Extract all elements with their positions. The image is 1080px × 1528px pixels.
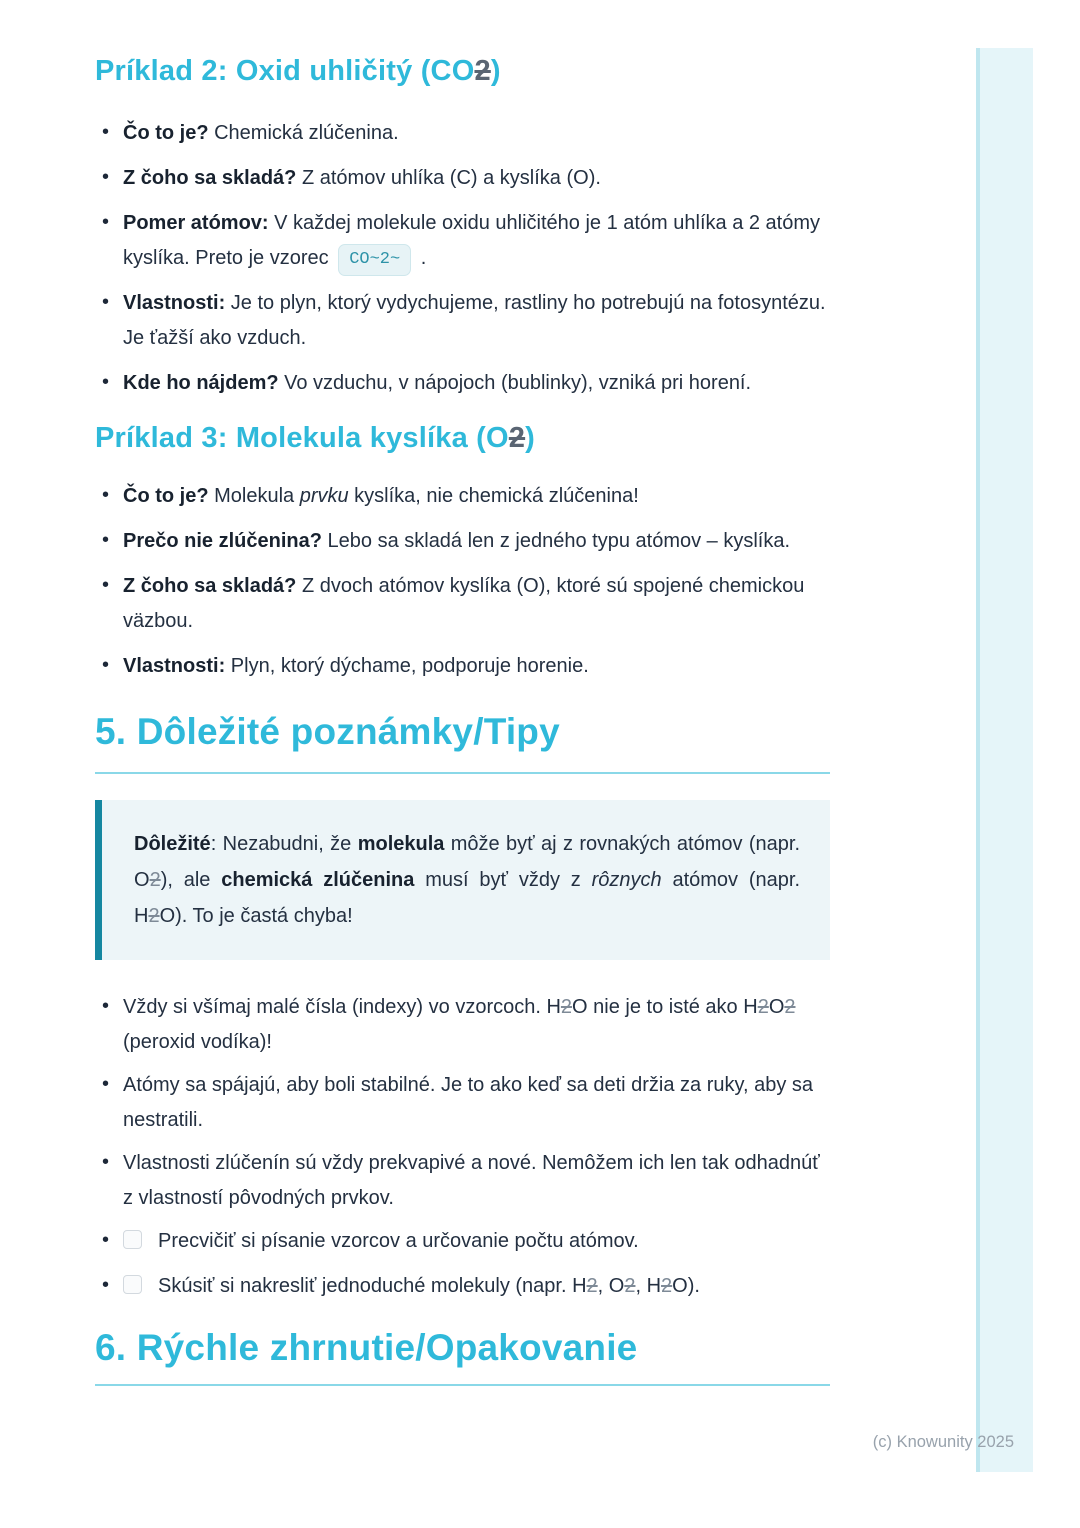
- copyright-watermark: (c) Knowunity 2025: [872, 1433, 1014, 1451]
- list-item: [123, 1068, 830, 1138]
- tips-list: [95, 990, 830, 1216]
- list-item: [123, 649, 830, 684]
- section-title-6: 6. Rýchle zhrnutie/Opakovanie: [95, 1327, 638, 1368]
- important-callout: [95, 800, 830, 960]
- checklist-item: [123, 1224, 830, 1259]
- section-divider: [95, 772, 830, 774]
- list-item-text: Vždy si všímaj malé čísla (indexy) vo vzorcoch. H2O nie je to isté ako H2O2 (peroxid vodíka)!: [123, 996, 796, 1053]
- list-item: [123, 990, 830, 1060]
- list-item-text: Vlastnosti zlúčenín sú vždy prekvapivé a nové. Nemôžem ich len tak odhadnúť z vlastností pôvodných prvkov.: [123, 1152, 820, 1209]
- example2-list: [95, 116, 830, 401]
- section-divider: [95, 1384, 830, 1386]
- checkbox-icon[interactable]: [123, 1275, 142, 1294]
- list-item-text: Pomer atómov: V každej molekule oxidu uhličitého je 1 atóm uhlíka a 2 atómy kyslíka. Preto je vzorec CO~2~ .: [123, 212, 820, 269]
- list-item: [123, 161, 830, 196]
- list-item: [123, 479, 830, 514]
- list-item: [123, 569, 830, 639]
- list-item: [123, 524, 830, 559]
- list-item: [123, 286, 830, 356]
- list-item: [123, 206, 830, 276]
- list-item-text: Vlastnosti: Je to plyn, ktorý vydychujeme, rastliny ho potrebujú na fotosyntézu. Je ťažší ako vzduch.: [123, 292, 826, 349]
- checklist-item-text: Skúsiť si nakresliť jednoduché molekuly (napr. H2, O2, H2O).: [158, 1275, 700, 1297]
- checklist-item-text: Precvičiť si písanie vzorcov a určovanie počtu atómov.: [158, 1230, 639, 1252]
- list-item-text: Z čoho sa skladá? Z atómov uhlíka (C) a kyslíka (O).: [123, 167, 601, 189]
- checklist: [95, 1224, 830, 1304]
- page-edge-stripe: [976, 48, 1033, 1472]
- list-item: [123, 1146, 830, 1216]
- list-item-text: Z čoho sa skladá? Z dvoch atómov kyslíka (O), ktoré sú spojené chemickou väzbou.: [123, 575, 805, 632]
- callout-text: Dôležité: Nezabudni, že molekula môže byť aj z rovnakých atómov (napr. O2), ale chemická zlúčenina musí byť vždy z rôznych atómov (napr. H2O). To je častá chyba!: [134, 833, 801, 927]
- section-title-priklad-3: Príklad 3: Molekula kyslíka (O2): [95, 422, 535, 454]
- list-item: [123, 366, 830, 401]
- list-item-text: Čo to je? Chemická zlúčenina.: [123, 122, 399, 144]
- list-item-text: Atómy sa spájajú, aby boli stabilné. Je to ako keď sa deti držia za ruky, aby sa nestratili.: [123, 1074, 814, 1131]
- section-title-priklad-2: Príklad 2: Oxid uhličitý (CO2): [95, 55, 501, 87]
- list-item-text: Kde ho nájdem? Vo vzduchu, v nápojoch (bublinky), vzniká pri horení.: [123, 372, 752, 394]
- list-item-text: Čo to je? Molekula prvku kyslíka, nie chemická zlúčenina!: [123, 485, 639, 507]
- list-item-text: Vlastnosti: Plyn, ktorý dýchame, podporuje horenie.: [123, 655, 589, 677]
- list-item: [123, 116, 830, 151]
- section-title-5: 5. Dôležité poznámky/Tipy: [95, 711, 560, 752]
- checkbox-icon[interactable]: [123, 1230, 142, 1249]
- list-item-text: Prečo nie zlúčenina? Lebo sa skladá len z jedného typu atómov – kyslíka.: [123, 530, 791, 552]
- checklist-item: [123, 1269, 830, 1304]
- page-content: [95, 0, 830, 1386]
- example3-list: [95, 479, 830, 684]
